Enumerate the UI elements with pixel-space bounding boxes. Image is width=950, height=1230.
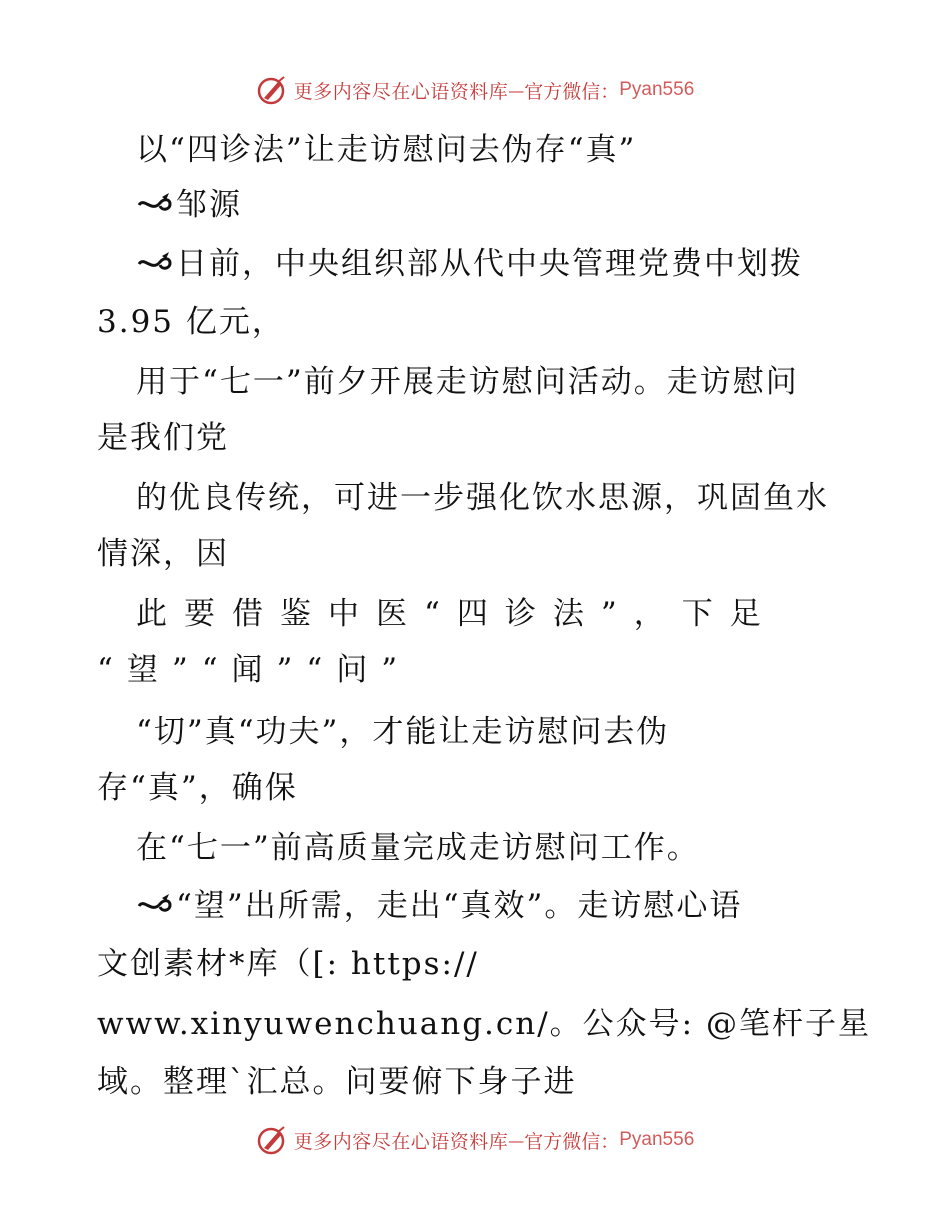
- banner-account: Pyan556: [619, 1129, 695, 1150]
- para-line-1: 日前，中央组织部从代中央管理党费中划拨: [136, 244, 803, 284]
- para-line-10: 存“真”，确保: [97, 770, 298, 806]
- para-line-11: 在“七一”前高质量完成走访慰问工作。: [136, 830, 700, 866]
- ornament-icon: [136, 248, 174, 278]
- author-line: [136, 185, 242, 225]
- banner-separator: —: [508, 1130, 525, 1150]
- para-line-13: 文创素材*库（[: https://: [97, 946, 479, 982]
- banner-wechat-label: 官方微信：: [524, 1130, 620, 1153]
- footer-banner: [0, 1120, 950, 1160]
- para-line-15: 域。整理`汇总。问要俯下身子进: [97, 1064, 577, 1100]
- para-line-8: “望”“闻”“问”: [97, 652, 412, 688]
- para-line-14: www.xinyuwenchuang.cn/。公众号: @笔杆子星: [97, 1006, 871, 1042]
- banner-separator: —: [508, 80, 525, 100]
- pen-logo-icon: [256, 74, 288, 106]
- doc-author: 邹源: [176, 187, 242, 223]
- header-banner: [0, 70, 950, 110]
- para-line-2: 3.95 亿元，: [97, 304, 285, 340]
- banner-text: 更多内容尽在心语资料库: [293, 80, 509, 103]
- para-line-3: 用于“七一”前夕开展走访慰问活动。走访慰问: [136, 364, 799, 400]
- banner-account: Pyan556: [619, 79, 695, 100]
- para-line-9: “切”真“功夫”，才能让走访慰问去伪: [136, 714, 670, 750]
- para-line-12: “望”出所需，走出“真效”。走访慰心语: [136, 886, 742, 926]
- banner-wechat-label: 官方微信：: [524, 80, 620, 103]
- para-line-4: 是我们党: [97, 420, 229, 456]
- para-line-7: 此要借鉴中医“四诊法”，下足: [136, 596, 778, 632]
- para-line-6: 情深，因: [97, 536, 229, 572]
- doc-title: 以“四诊法”让走访慰问去伪存“真”: [136, 132, 637, 168]
- ornament-icon: [136, 189, 174, 219]
- ornament-icon: [136, 890, 174, 920]
- pen-logo-icon: [256, 1124, 288, 1156]
- banner-text: 更多内容尽在心语资料库: [293, 1130, 509, 1153]
- para-line-5: 的优良传统，可进一步强化饮水思源，巩固鱼水: [136, 480, 829, 516]
